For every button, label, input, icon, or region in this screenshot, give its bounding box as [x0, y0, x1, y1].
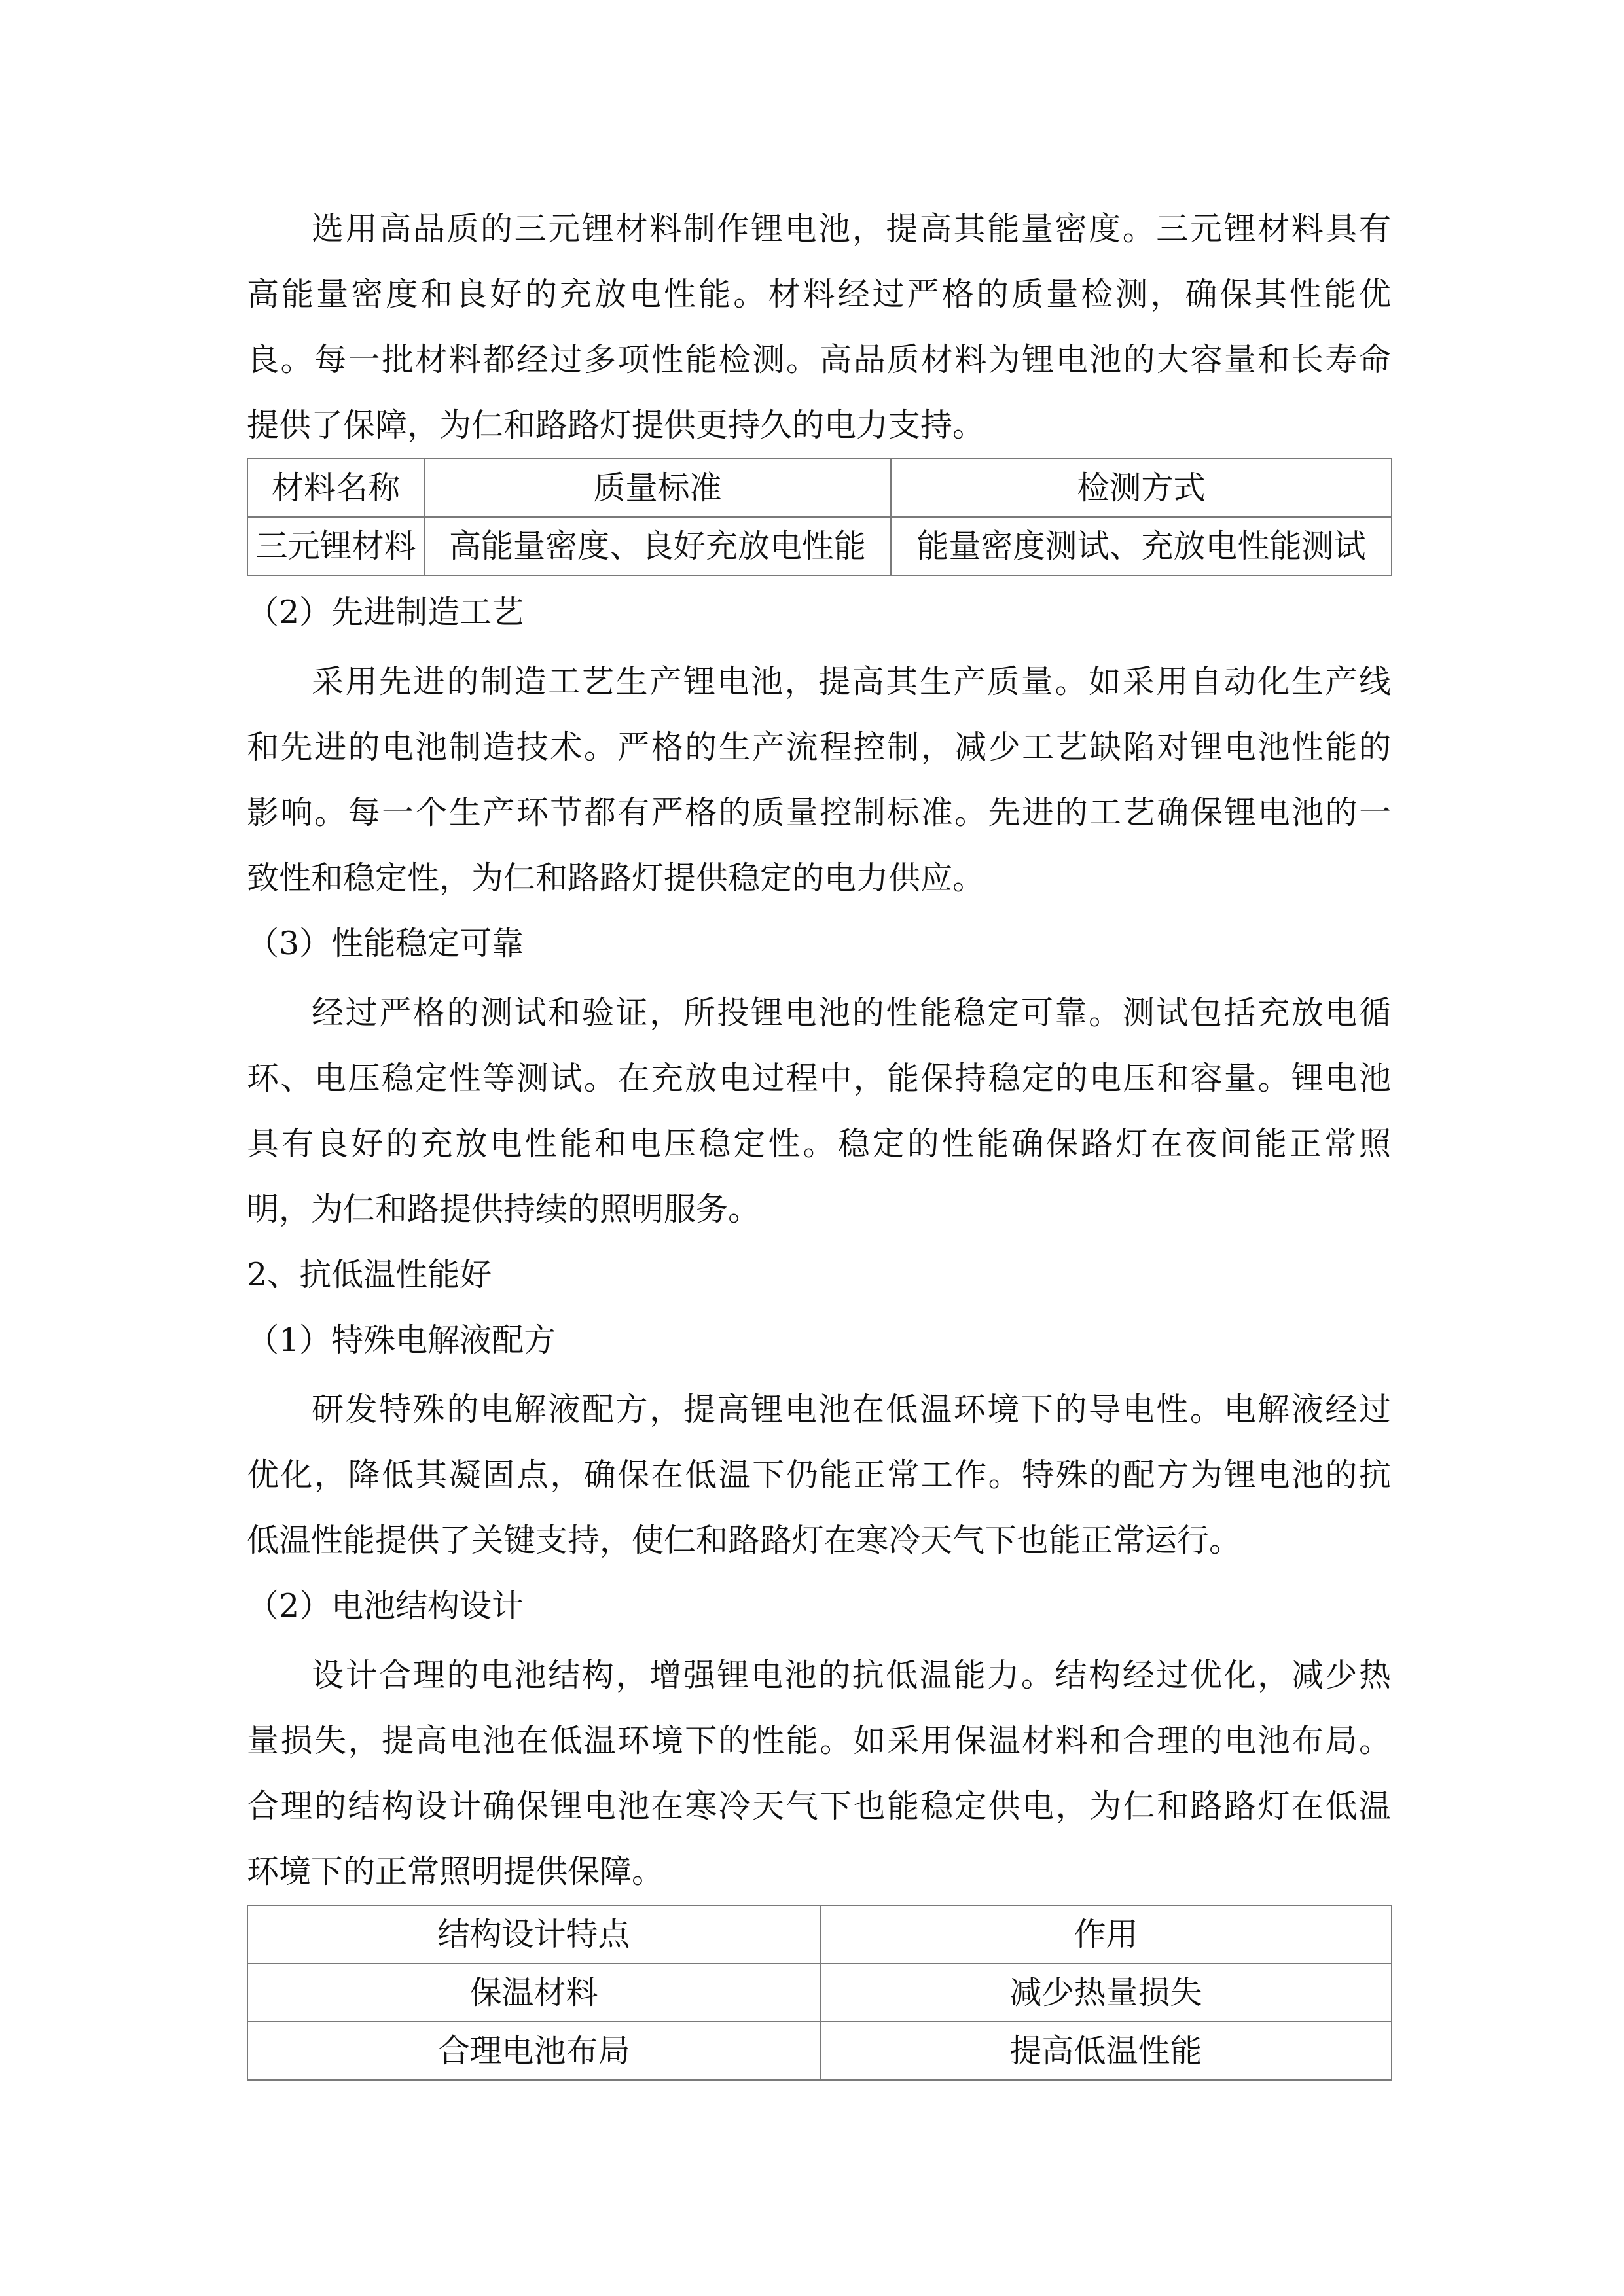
paragraph-structure	[247, 1643, 1391, 1905]
table-row	[247, 1964, 1392, 2022]
paragraph-line: 影响。每一个生产环节都有严格的质量控制标准。先进的工艺确保锂电池的一	[247, 794, 1391, 831]
paragraph-line: 高能量密度和良好的充放电性能。材料经过严格的质量检测，确保其性能优	[247, 276, 1391, 313]
paragraph-line: 选用高品质的三元锂材料制作锂电池，提高其能量密度。三元锂材料具有	[312, 210, 1391, 247]
paragraph-material-quality	[247, 196, 1391, 458]
table-cell: 合理电池布局	[247, 2022, 820, 2080]
paragraph-line: 和先进的电池制造技术。严格的生产流程控制，减少工艺缺陷对锂电池性能的	[247, 728, 1391, 766]
table-header-cell: 检测方式	[891, 459, 1392, 517]
paragraph-line: 环、电压稳定性等测试。在充放电过程中，能保持稳定的电压和容量。锂电池	[247, 1060, 1391, 1097]
table-header-cell: 结构设计特点	[247, 1905, 820, 1964]
table-cell: 减少热量损失	[820, 1964, 1392, 2022]
subsection-heading: （3）性能稳定可靠	[247, 925, 524, 962]
paragraph-line: 合理的结构设计确保锂电池在寒冷天气下也能稳定供电，为仁和路路灯在低温	[247, 1787, 1391, 1825]
paragraph-line: 明，为仁和路提供持续的照明服务。	[247, 1191, 761, 1228]
table-header-cell: 质量标准	[424, 459, 891, 517]
page-content	[247, 196, 1391, 2081]
paragraph-line: 环境下的正常照明提供保障。	[247, 1853, 664, 1890]
subsection-heading: （2）电池结构设计	[247, 1587, 524, 1624]
table-header-row	[247, 1905, 1392, 1964]
paragraph-line: 量损失，提高电池在低温环境下的性能。如采用保温材料和合理的电池布局。	[247, 1722, 1391, 1759]
paragraph-stability	[247, 980, 1391, 1242]
table-header-cell: 作用	[820, 1905, 1392, 1964]
subsection-heading: （2）先进制造工艺	[247, 594, 524, 631]
paragraph-line: 研发特殊的电解液配方，提高锂电池在低温环境下的导电性。电解液经过	[312, 1391, 1391, 1428]
paragraph-line: 优化，降低其凝固点，确保在低温下仍能正常工作。特殊的配方为锂电池的抗	[247, 1456, 1391, 1494]
paragraph-line: 良。每一批材料都经过多项性能检测。高品质材料为锂电池的大容量和长寿命	[247, 341, 1391, 378]
paragraph-manufacturing	[247, 649, 1391, 911]
table-cell: 保温材料	[247, 1964, 820, 2022]
table-cell: 提高低温性能	[820, 2022, 1392, 2080]
table-row	[247, 517, 1392, 575]
paragraph-line: 低温性能提供了关键支持，使仁和路路灯在寒冷天气下也能正常运行。	[247, 1522, 1242, 1559]
table-cell: 能量密度测试、充放电性能测试	[891, 517, 1392, 575]
table-cell: 三元锂材料	[247, 517, 424, 575]
table-cell: 高能量密度、良好充放电性能	[424, 517, 891, 575]
section-heading: 2、抗低温性能好	[247, 1256, 492, 1293]
material-table	[247, 458, 1392, 576]
subsection-heading: （1）特殊电解液配方	[247, 1321, 556, 1359]
paragraph-line: 经过严格的测试和验证，所投锂电池的性能稳定可靠。测试包括充放电循	[312, 994, 1391, 1031]
table-header-row	[247, 459, 1392, 517]
paragraph-line: 设计合理的电池结构，增强锂电池的抗低温能力。结构经过优化，减少热	[312, 1657, 1391, 1694]
paragraph-electrolyte	[247, 1377, 1391, 1573]
table-header-cell: 材料名称	[247, 459, 424, 517]
paragraph-line: 致性和稳定性，为仁和路路灯提供稳定的电力供应。	[247, 859, 985, 897]
table-row	[247, 2022, 1392, 2080]
paragraph-line: 采用先进的制造工艺生产锂电池，提高其生产质量。如采用自动化生产线	[312, 663, 1391, 700]
structure-design-table	[247, 1905, 1392, 2081]
paragraph-line: 提供了保障，为仁和路路灯提供更持久的电力支持。	[247, 406, 985, 444]
paragraph-line: 具有良好的充放电性能和电压稳定性。稳定的性能确保路灯在夜间能正常照	[247, 1125, 1391, 1162]
